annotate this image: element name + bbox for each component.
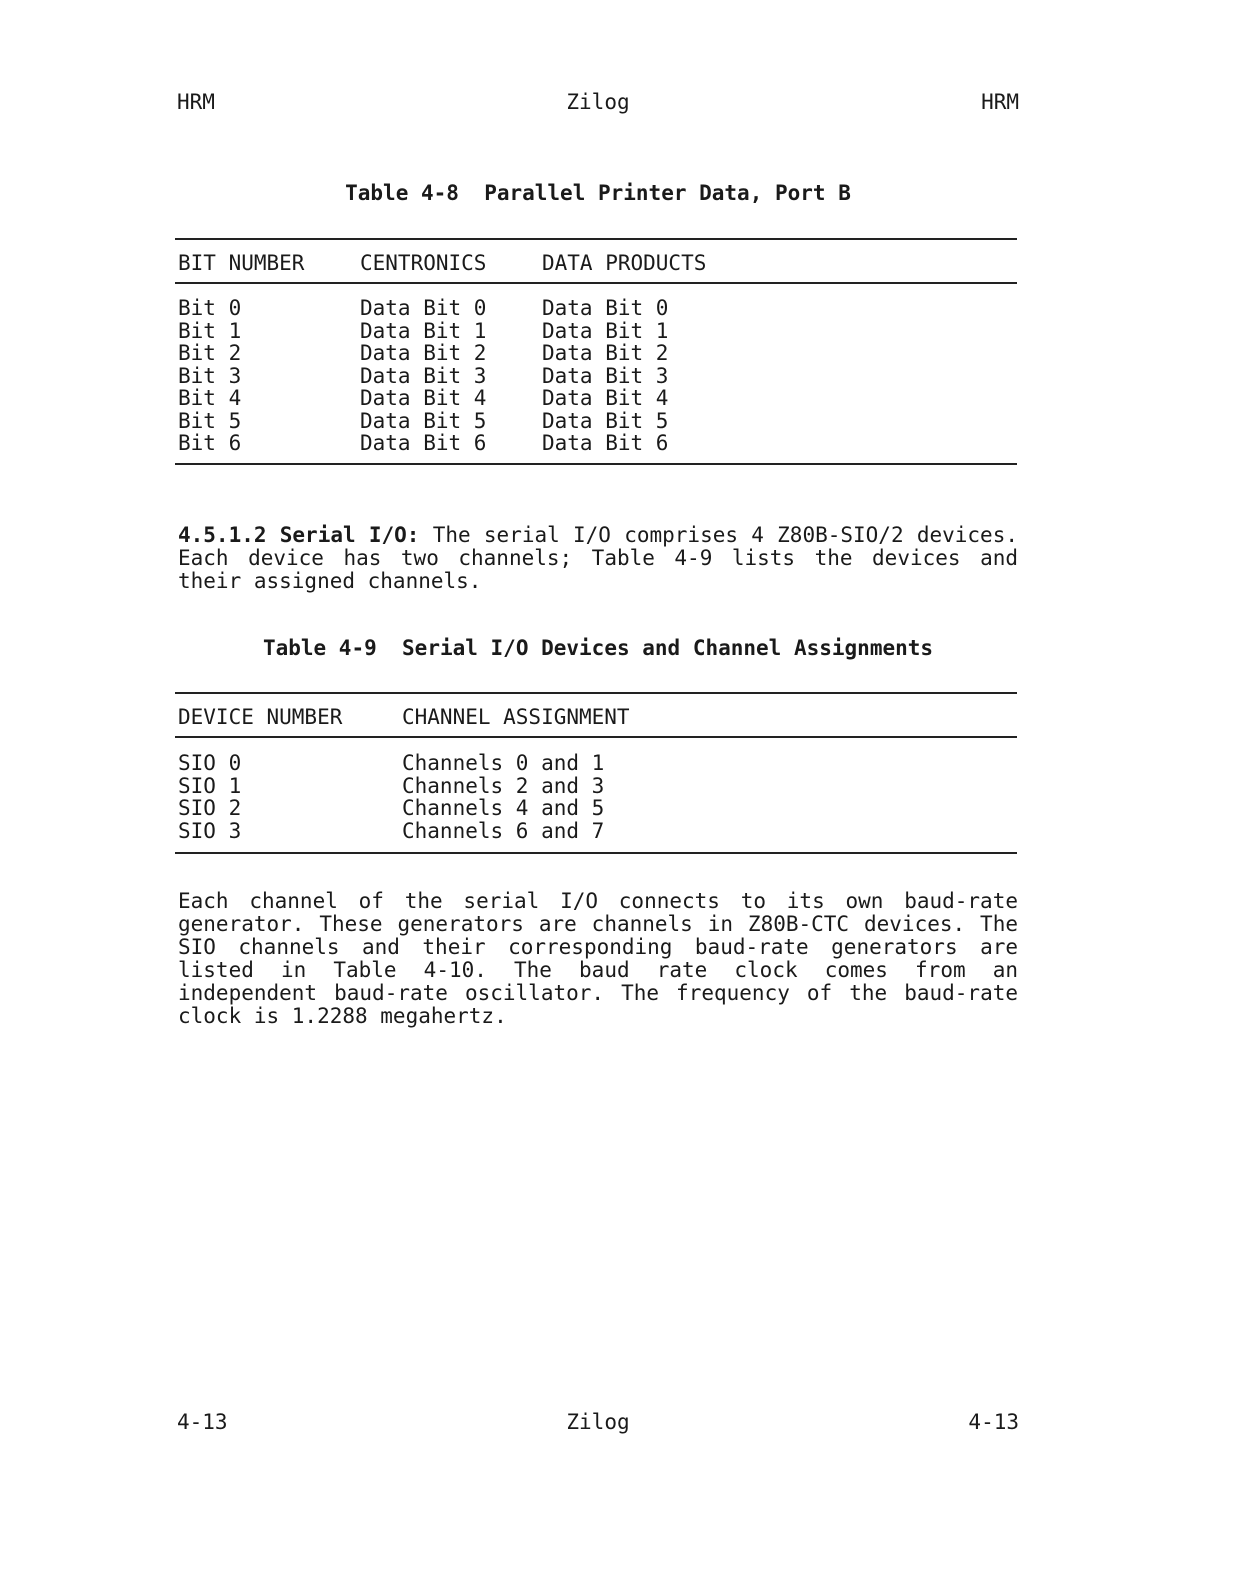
footer-right: 4-13 <box>968 1410 1019 1434</box>
table-cell: Channels 6 and 7 <box>402 818 605 843</box>
table-4-8-bottom-rule <box>175 463 1017 465</box>
table-cell: Channels 2 and 3 <box>402 773 605 798</box>
table-cell: Data Bit 3 <box>542 363 669 388</box>
page-footer <box>177 1411 1019 1434</box>
table-row <box>178 775 1018 798</box>
table-row <box>178 387 1018 410</box>
table-4-8-body <box>178 297 1018 455</box>
baud-rate-paragraph: Each channel of the serial I/O connects to its own baud-rate generator. These generators are channels in Z80B-CTC devices. The SIO channels and their corresponding baud-rate generators are listed in Table 4-10. The baud rate clock comes from an independent baud-rate oscillator. The frequency of the baud-rate clock is 1.2288 megahertz. <box>178 889 1018 1028</box>
table-cell: SIO 2 <box>178 796 242 820</box>
table-cell: Data Bit 1 <box>542 318 669 343</box>
table-4-9-header-row <box>178 706 1018 729</box>
column-header: CHANNEL ASSIGNMENT <box>402 705 630 729</box>
table-cell: Data Bit 4 <box>542 386 669 410</box>
table-row <box>178 410 1018 433</box>
table-row <box>178 297 1018 320</box>
table-4-9-body <box>178 752 1018 842</box>
table-cell: Data Bit 5 <box>542 408 669 433</box>
table-4-8-caption: Table 4-8 Parallel Printer Data, Port B <box>345 181 851 205</box>
table-cell: Data Bit 4 <box>360 386 487 410</box>
table-cell: Data Bit 2 <box>360 341 487 365</box>
table-row <box>178 320 1018 343</box>
table-row <box>178 342 1018 365</box>
table-cell: Bit 5 <box>178 408 242 433</box>
table-cell: Data Bit 3 <box>360 363 487 388</box>
page-header <box>177 91 1019 114</box>
table-cell: Data Bit 0 <box>360 296 487 320</box>
table-cell: Bit 2 <box>178 341 242 365</box>
table-cell: Data Bit 0 <box>542 296 669 320</box>
section-serial-io-paragraph <box>178 524 1018 593</box>
table-cell: Data Bit 2 <box>542 341 669 365</box>
table-4-9-top-rule <box>175 692 1017 694</box>
section-text: The serial I/O comprises 4 Z80B-SIO/2 devices. Each device has two channels; Table 4-9 lists the devices and their assigned channels. <box>178 523 1018 593</box>
footer-left: 4-13 <box>177 1410 228 1434</box>
table-cell: Data Bit 6 <box>542 431 669 455</box>
table-cell: Bit 0 <box>178 296 242 320</box>
table-cell: Data Bit 5 <box>360 408 487 433</box>
table-row <box>178 797 1018 820</box>
table-cell: SIO 3 <box>178 818 242 843</box>
table-cell: Bit 1 <box>178 318 242 343</box>
header-left: HRM <box>177 90 215 114</box>
column-header: DATA PRODUCTS <box>542 251 707 275</box>
table-cell: Data Bit 6 <box>360 431 487 455</box>
header-center: Zilog <box>566 90 630 114</box>
table-4-8-top-rule <box>175 238 1017 240</box>
table-cell: Bit 6 <box>178 431 242 455</box>
table-cell: Bit 4 <box>178 386 242 410</box>
table-cell: Data Bit 1 <box>360 318 487 343</box>
table-cell: Bit 3 <box>178 363 242 388</box>
table-4-9-header-rule <box>175 736 1017 738</box>
footer-center: Zilog <box>566 1410 630 1434</box>
column-header: DEVICE NUMBER <box>178 705 343 729</box>
table-4-8-header-row <box>178 252 1018 275</box>
section-heading: 4.5.1.2 Serial I/O: <box>178 523 420 547</box>
table-cell: SIO 1 <box>178 773 242 798</box>
table-cell: Channels 4 and 5 <box>402 796 605 820</box>
table-cell: SIO 0 <box>178 751 242 775</box>
table-cell: Channels 0 and 1 <box>402 751 605 775</box>
table-row <box>178 820 1018 843</box>
column-header: BIT NUMBER <box>178 251 305 275</box>
table-4-8-header-rule <box>175 282 1017 284</box>
table-row <box>178 752 1018 775</box>
table-4-9-caption: Table 4-9 Serial I/O Devices and Channel Assignments <box>262 636 934 660</box>
header-right: HRM <box>981 90 1019 114</box>
table-row <box>178 365 1018 388</box>
table-row <box>178 432 1018 455</box>
column-header: CENTRONICS <box>360 251 487 275</box>
table-4-9-bottom-rule <box>175 852 1017 854</box>
